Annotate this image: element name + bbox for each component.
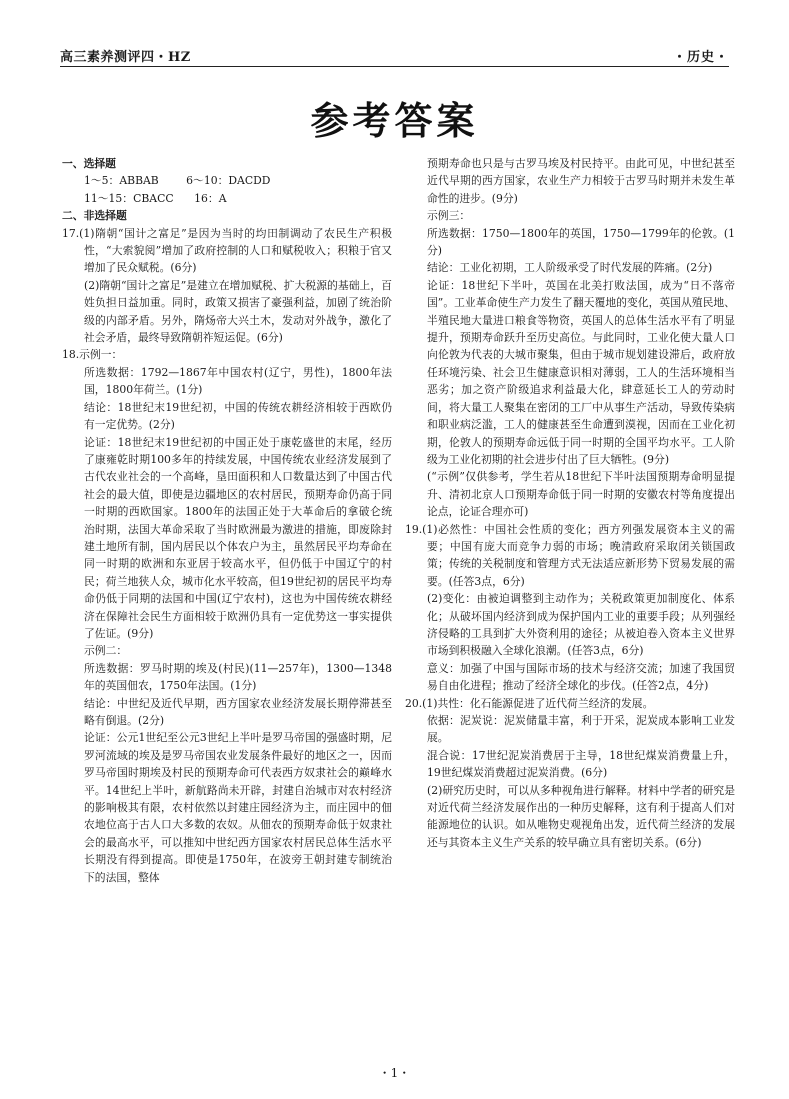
page-title: 参考答案 [310, 99, 479, 143]
answer-paragraph: 论证：18世纪下半叶，英国在北美打败法国，成为“日不落帝国”。工业革命使生产力发生了翻天覆地的变化，英国从殖民地、半殖民地大量进口粮食等物资，英国人的总体生活水平有了明显提升，预期寿命跃升至历史高位。与此同时，工业化使大量人口向伦敦为代表的大城市聚集，但由于城市规划建设滞后，政府放任环境污染、社会卫生健康意识相对薄弱，工人的生活环境相当恶劣；加之资产阶级追求利益最大化，肆意延长工人的劳动时间，将大量工人聚集在密闭的工厂中从事生产活动，导致传染病和职业病泛滥，工人的健康甚至生命遭到漠视，因而在工业化初期，伦敦人的预期寿命远低于同一时期的全国平均水平。工人阶级为工业化初期的社会进步付出了巨大牺牲。(9分) [427, 278, 735, 466]
answer-paragraph: 所选数据：1750—1800年的英国，1750—1799年的伦敦。(1分) [427, 226, 735, 258]
answer-paragraph: 19.(1)必然性：中国社会性质的变化；西方列强发展资本主义的需要；中国有庞大而竞争力弱的市场；晚清政府采取闭关锁国政策；传统的关税制度和管理方式无法适应新形势下贸易发展的需要。(任答3点，6分) [405, 522, 735, 588]
header-left-label: 高三素养测评四・HZ [60, 50, 191, 65]
answer-paragraph: 预期寿命也只是与古罗马埃及村民持平。由此可见，中世纪甚至近代早期的西方国家，农业生产力相较于古罗马时期并未发生革命性的进步。(9分) [427, 157, 735, 205]
answer-paragraph: (“示例”仅供参考，学生若从18世纪下半叶法国预期寿命明显提升、清初北京人口预期寿命低于同一时期的安徽农村等角度提出论点，论证合理亦可) [427, 470, 735, 519]
answer-paragraph: 结论：18世纪末19世纪初，中国的传统农耕经济相较于西欧仍有一定优势。(2分) [84, 400, 392, 432]
answer-paragraph: 混合说：17世纪泥炭消费居于主导，18世纪煤炭消费量上升，19世纪煤炭消费超过泥炭消费。(6分) [427, 748, 735, 780]
page-header [60, 44, 729, 67]
answer-paragraph: 17.(1)隋朝“国计之富足”是因为当时的均田制调动了农民生产积极性，“大索貌阅”增加了政府控制的人口和赋税收入；积粮于官又增加了民众赋税。(6分) [62, 226, 392, 275]
page-number: ・1・ [378, 1066, 411, 1080]
header-right-subject: ・历史・ [672, 50, 729, 65]
answer-paragraph: (2)研究历史时，可以从多种视角进行解释。材料中学者的研究是对近代荷兰经济发展作出的一种历史解释，这有利于提高人们对能源地位的认识。如从唯物史观视角出发，近代荷兰经济的发展还与其资本主义生产关系的较早确立具有密切关系。(6分) [427, 783, 735, 849]
answer-paragraph: (2)变化：由被迫调整到主动作为；关税政策更加制度化、体系化；从破坏国内经济到成为保护国内工业的重要手段；从列强经济侵略的工具到扩大外资利用的途径；从被迫卷入资本主义世界市场到积极融入全球化浪潮。(任答3点，6分) [427, 592, 735, 658]
section-heading: 一、选择题 [62, 157, 116, 170]
answer-paragraph: 所选数据：1792—1867年中国农村(辽宁，男性)，1800年法国，1800年荷兰。(1分) [84, 365, 392, 397]
answer-paragraph: 18.示例一： [62, 348, 123, 362]
section-heading: 二、非选择题 [62, 209, 127, 223]
answer-paragraph: 意义：加强了中国与国际市场的技术与经济交流；加速了我国贸易自由化进程；推动了经济全球化的步伐。(任答2点，4分) [427, 661, 735, 693]
answer-paragraph: 示例三： [427, 209, 471, 223]
answer-paragraph: 论证：公元1世纪至公元3世纪上半叶是罗马帝国的强盛时期，尼罗河流域的埃及是罗马帝国农业发展条件最好的地区之一，因而罗马帝国时期埃及村民的预期寿命可代表西方奴隶社会的巅峰水平。14世纪上半叶，新航路尚未开辟，封建自治城市对农村经济的影响极其有限，农村依然以封建庄园经济为主，而庄园中的佃农地位高于古人口大多数的农奴。从佃农的预期寿命低于奴隶社会的最高水平，可以推知中世纪西方国家农村居民总体生活水平长期没有得到提高。即使是1750年，在波旁王朝封建专制统治下的法国，整体 [84, 731, 392, 884]
answer-paragraph: 论证：18世纪末19世纪初的中国正处于康乾盛世的末尾，经历了康雍乾时期100多年的持续发展，中国传统农业经济发展到了古代农业社会的一个高峰，垦田面积和人口数量达到了中国古代社会的最大值，即使是边疆地区的农村居民，预期寿命仍高于同一时期的西欧国家。1800年的法国正处于大革命后的拿破仑统治时期，法国大革命采取了当时欧洲最为激进的措施，即废除封建土地所有制，国内居民以个体农户为主，虽然居民平均寿命在同一时期的欧洲和东亚居于较高水平，但仍低于中国辽宁的村民；荷兰地狭人众，城市化水平较高，但19世纪初的居民平均寿命仍低于同期的法国和中国(辽宁农村)，这也为中国传统农耕经济在保障社会民生方面相较于欧洲仍具有一定优势这一事实提供了佐证。(9分) [84, 435, 392, 640]
answer-paragraph: 示例二： [84, 644, 128, 658]
right-column [405, 155, 735, 851]
answer-paragraph: 结论：工业化初期，工人阶级承受了时代发展的阵痛。(2分) [427, 261, 713, 275]
answer-paragraph: 11～15：CBACC 16：A [84, 191, 227, 205]
answer-paragraph: 结论：中世纪及近代早期，西方国家农业经济发展长期停滞甚至略有倒退。(2分) [84, 696, 392, 727]
answer-paragraph: 20.(1)共性：化石能源促进了近代荷兰经济的发展。 [405, 696, 654, 710]
answer-paragraph: 所选数据：罗马时期的埃及(村民)(11—257年)，1300—1348年的英国佃农，1750年法国。(1分) [84, 661, 392, 693]
answer-paragraph: 1～5：ABBAB 6～10：DACDD [84, 174, 271, 188]
answer-paragraph: (2)隋朝“国计之富足”是建立在增加赋税、扩大税源的基础上，百姓负担日益加重。同时，政策又损害了豪强利益，加剧了统治阶级的内部矛盾。另外，隋炀帝大兴土木，发动对外战争，激化了社会矛盾，最终导致隋朝祚短运促。(6分) [84, 278, 392, 345]
answer-paragraph: 依据：泥炭说：泥炭储量丰富，利于开采，泥炭成本影响工业发展。 [427, 714, 735, 745]
left-column [62, 155, 392, 886]
